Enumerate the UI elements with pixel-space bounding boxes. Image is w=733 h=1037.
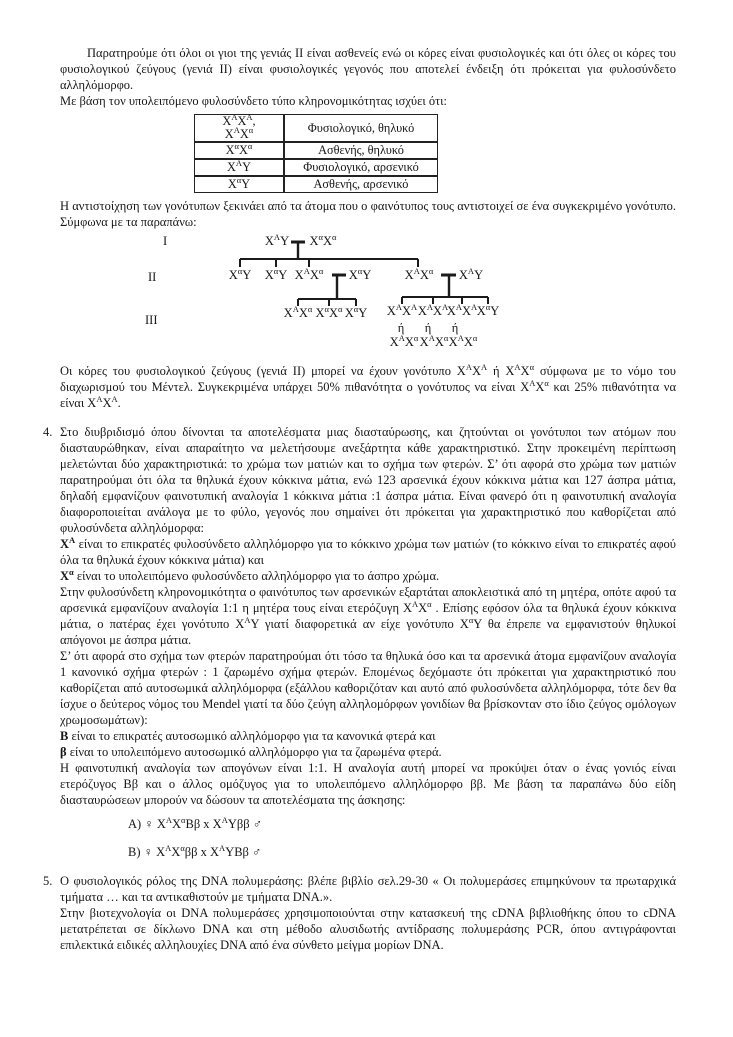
- pedigree-node-gen3-left-child3: $X^\alpha Y$: [344, 303, 368, 320]
- pedigree-diagram: [60, 233, 676, 357]
- item4-paragraph-ratio: Η φαινοτυπική αναλογία των απογόνων είναι 1:1. Η αναλογία αυτή μπορεί να προκύψει όταν ο ένας γονιός είναι ετερόζυγος Ββ και ο άλλος ομόζυγος για το υπολειπόμενο αλληλόμορφο ββ. Με βάση τα παραπάνω δύο είδη διασταυρώσεων μπορούν να δώσουν τα αποτελέσματα της άσκησης:: [60, 761, 676, 807]
- generation-label-3: III: [145, 313, 158, 327]
- item4-alleleB-recessive-line: β είναι το υπολειπόμενο αυτοσωμικό αλληλόμορφο για τα ζαρωμένα φτερά.: [60, 745, 442, 759]
- cross-option-b: B) ♀ $X^AX^\alpha\beta\beta$ x $X^AYB\beta$ ♂: [128, 842, 262, 859]
- table-row: [194, 159, 438, 176]
- intro-paragraph: Παρατηρούμε ότι όλοι οι γιοι της γενιάς ΙΙ είναι ασθενείς ενώ οι κόρες είναι φυσιολογικές και ότι όλες οι κόρες του φυσιολογικού ζεύγους (γενιά ΙΙ) είναι φυσιολογικές γεγονός που αποτελεί ένδειξη ότι πρόκειται για φυλοσύνδετο αλληλόμορφο.: [60, 46, 676, 92]
- pedigree-node-gen3-right-child2: $X^AX^A$: [417, 301, 449, 318]
- or-label: ή: [397, 321, 405, 335]
- item4-paragraph-xlinked: Στην φυλοσύνδετη κληρονομικότητα ο φαινότυπος των αρσενικών εξαρτάται αποκλειστικά από τη μητέρα, οπότε αφού τα αρσενικά εμφανίζουν αναλογία 1:1 η μητέρα τους είναι ετερόζυγη $X^AX^\alpha$ . Επίσης εφόσον όλα τα θηλυκά έχουν κόκκινα μάτια, ο πατέρας έχει γονότυπο $X^AY$ γιατί διαφορετικά αν είχε γονότυπο $X^\alpha Y$ θα έπρεπε να εμφανιστούν θηλυκοί απόγονοι με άσπρα μάτια.: [60, 585, 676, 647]
- genotype-cell: $X^\alpha Y$: [194, 176, 284, 193]
- pedigree-lines: [60, 233, 676, 357]
- item5-paragraph-biotech: Στην βιοτεχνολογία οι DNA πολυμεράσες χρησιμοποιούνται στην κατασκευή της cDNA βιβλιοθήκης όπου το cDNA μετατρέπεται σε δίκλωνο DNA και στη μέθοδο αλυσιδωτής αντίδρασης πολυμεράσης PCR, όπου αντιγράφονται επιλεκτικά ειδικές αλληλουχίες DNA από ένα σύνθετο μείγμα μορίων DNA.: [60, 906, 676, 952]
- pedigree-node-gen2-son1: $X^\alpha Y$: [228, 265, 252, 282]
- pedigree-node-gen2-husband2: $X^AY$: [458, 265, 484, 282]
- pedigree-node-gen3-right-child3: $X^AX^A$: [446, 301, 478, 318]
- phenotype-cell: Φυσιολογικό, θηλυκό: [284, 114, 438, 142]
- phenotype-cell: Φυσιολογικό, αρσενικό: [284, 159, 438, 176]
- item-5: [43, 873, 676, 953]
- matching-paragraph: Η αντιστοίχηση των γονότυπων ξεκινάει από τα άτομα που ο φαινότυπος τους αντιστοιχεί σε ένα συγκεκριμένο γονότυπο. Σύμφωνα με τα παραπάνω:: [60, 199, 676, 229]
- pedigree-node-gen1-father: $X^AY$: [264, 231, 290, 248]
- genotype-cell: $X^\alpha X^\alpha$: [194, 142, 284, 159]
- pedigree-node-gen2-son2: $X^\alpha Y$: [264, 265, 288, 282]
- genotype-cell: $X^AX^A$, $X^AX^\alpha$: [194, 114, 284, 142]
- item-5-number: 5.: [43, 874, 53, 888]
- pedigree-node-gen3-right-alt2: $X^AX^\alpha$: [419, 332, 449, 349]
- table-row: [194, 114, 438, 142]
- item5-paragraph-role: Ο φυσιολογικός ρόλος της DNA πολυμεράσης: βλέπε βιβλίο σελ.29-30 « Οι πολυμεράσες επιμηκύνουν τα πρωταρχικά τμήματα … και τα αντικαθιστούν με τμήματα DNA.».: [60, 874, 676, 904]
- pedigree-node-gen1-mother: $X^\alpha X^\alpha$: [309, 231, 337, 248]
- pedigree-node-gen3-right-child1: $X^AX^A$: [386, 301, 418, 318]
- item-4: [43, 424, 676, 860]
- cross-option-a: A) ♀ $X^AX^\alpha B\beta$ x $X^AY\beta\beta$ ♂: [128, 814, 263, 831]
- or-label: ή: [451, 321, 459, 335]
- inheritance-basis-line: Με βάση τον υπολειπόμενο φυλοσύνδετο τύπο κληρονομικότητας ισχύει ότι:: [60, 94, 447, 108]
- or-label: ή: [424, 321, 432, 335]
- pedigree-node-gen3-right-alt3: $X^AX^\alpha$: [448, 332, 478, 349]
- item4-alleleB-dominant-line: Β είναι το επικρατές αυτοσωμικό αλληλόμορφο για τα κανονικά φτερά και: [60, 729, 436, 743]
- table-row: [194, 176, 438, 193]
- table-row: [194, 142, 438, 159]
- item-4-number: 4.: [43, 425, 53, 439]
- item4-paragraph-main: Στο διυβριδισμό όπου δίνονται τα αποτελέσματα μιας διασταύρωσης, και ζητούνται οι γονότυποι των ατόμων που διασταυρώθηκαν, είναι απαραίτητο να μελετήσουμε ανεξάρτητα κάθε χαρακτηριστικό. Στην προκειμένη περίπτωση μελετώνται δύο χαρακτηριστικά: το χρώμα των ματιών και το σχήμα των φτερών. Σ’ ότι αφορά στο χρώμα των ματιών παρατηρούμαι ότι όλα τα θηλυκά έχουν κόκκινα μάτια, ενώ 123 αρσενικά έχουν κόκκινα μάτια και 127 άσπρα μάτια, δηλαδή εμφανίζουν φαινοτυπική αναλογία 1 κόκκινα μάτια :1 άσπρα μάτια. Είναι φανερό ότι η φαινοτυπική αναλογία διαφοροποιείται ανάλογα με το φύλο, γεγονός που σημαίνει ότι πρόκειται για χαρακτηριστικό που καθορίζεται από φυλοσύνδετα αλληλόμορφα:: [60, 425, 676, 535]
- item4-paragraph-wings: Σ’ ότι αφορά στο σχήμα των φτερών παρατηρούμαι ότι τόσο τα θηλυκά όσο και τα αρσενικά άτομα εμφανίζουν αναλογία 1 κανονικό σχήμα φτερών : 1 ζαρωμένο σχήμα φτερών. Επομένως δεχόμαστε ότι πρόκειται για χαρακτηριστικό που καθορίζεται από αυτοσωμικά αλληλόμορφα (εξάλλου καθοριζόταν και αυτό από φυλοσύνδετα αλληλόμορφα, τότε δεν θα ίσχυε ο δεύτερος νόμος του Mendel γιατί τα δύο ζεύγη αλληλομόρφων γονιδίων θα βρίσκονταν στο ίδιο ζεύγος ομόλογων χρωμοσωμάτων):: [60, 649, 676, 727]
- pedigree-node-gen3-left-child2: $X^\alpha X^\alpha$: [315, 303, 343, 320]
- pedigree-node-gen3-right-child4: $X^\alpha Y$: [476, 301, 500, 318]
- item4-allele-dominant-line: $X^A$ είναι το επικρατές φυλοσύνδετο αλληλόμορφο για το κόκκινο χρώμα των ματιών (το κόκκινο είναι το επικρατές αφού όλα τα θηλυκά έχουν κόκκινα μάτια) και: [60, 534, 676, 567]
- generation-label-1: I: [163, 234, 168, 248]
- pedigree-node-gen3-right-alt1: $X^AX^\alpha$: [389, 332, 419, 349]
- pedigree-node-gen3-left-child1: $X^AX^\alpha$: [283, 303, 313, 320]
- pedigree-node-gen2-daughter1: $X^AX^\alpha$: [294, 265, 324, 282]
- daughters-paragraph: Οι κόρες του φυσιολογικού ζεύγους (γενιά ΙΙ) μπορεί να έχουν γονότυπο $X^AX^A$ ή $X^AX^\alpha$ σύμφωνα με το νόμο του διαχωρισμού του Μέντελ. Συγκεκριμένα υπάρχει 50% πιθανότητα ο γονότυπος να είναι $X^AX^\alpha$ και 25% πιθανότητα να είναι $X^AX^A$.: [60, 361, 677, 410]
- pedigree-node-gen2-husband1: $X^\alpha Y$: [348, 265, 372, 282]
- pedigree-node-gen2-daughter2: $X^AX^\alpha$: [404, 265, 434, 282]
- genotype-cell: $X^AY$: [194, 159, 284, 176]
- genotype-table: [194, 111, 438, 193]
- phenotype-cell: Ασθενής, αρσενικό: [284, 176, 438, 193]
- phenotype-cell: Ασθενής, θηλυκό: [284, 142, 438, 159]
- generation-label-2: II: [148, 270, 157, 284]
- item4-allele-recessive-line: $X^\alpha$ είναι το υπολειπόμενο φυλοσύνδετο αλληλόμορφο για το άσπρο χρώμα.: [60, 566, 440, 583]
